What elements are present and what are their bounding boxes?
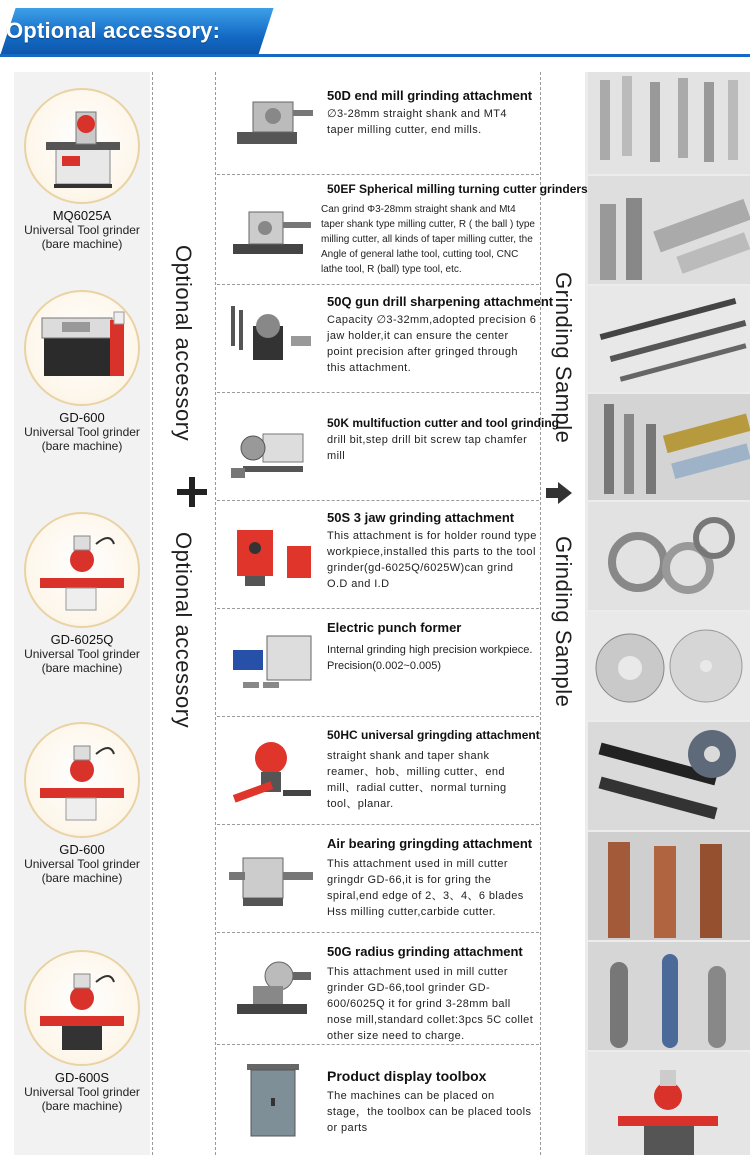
- divider-line: [215, 72, 216, 1155]
- machine-image: [24, 950, 140, 1066]
- accessory-description: This attachment used in mill cutter gringdr GD-66,it is for gring the spiral,end edge of 2、3、4、6 blades Hss milling cutter,carbide cutter.: [327, 858, 524, 918]
- sample-image-rings: [588, 502, 750, 610]
- machine-card: [14, 512, 150, 675]
- machine-image: [24, 88, 140, 204]
- accessory-title: 50K multifuction cutter and tool grinding: [327, 416, 559, 430]
- machine-name: GD-600: [59, 410, 105, 425]
- attachment-image: [223, 82, 321, 166]
- accessory-description: Internal grinding high precision workpiece. Precision(0.002~0.005): [327, 644, 533, 672]
- accessory-row: [217, 284, 554, 393]
- sample-image-ball-nose-mills: [588, 942, 750, 1050]
- accessory-row: [217, 608, 539, 717]
- machine-type: Universal Tool grinder: [24, 1085, 140, 1099]
- accessory-description: This attachment is for holder round type workpiece,installed this parts to the tool grinder(gd-6025Q/6025W)can grind O.D and I.D: [327, 530, 537, 590]
- accessory-row: [217, 716, 539, 825]
- machine-note: (bare machine): [41, 439, 123, 453]
- grinding-sample-label: Grinding Sample: [551, 272, 576, 444]
- attachment-image: [223, 836, 321, 920]
- machine-note: (bare machine): [41, 1099, 123, 1113]
- attachment-image: [223, 620, 321, 704]
- accessory-description: ∅3-28mm straight shank and MT4 taper milling cutter, end mills.: [327, 108, 507, 136]
- accessory-row: [217, 72, 539, 175]
- machine-image: [24, 290, 140, 406]
- arrow-right-icon: [546, 482, 574, 504]
- optional-accessory-label: Optional accessory: [171, 532, 196, 729]
- attachment-image: [223, 404, 321, 488]
- optional-accessory-label: Optional accessory: [171, 245, 196, 442]
- sample-image-discs: [588, 612, 750, 720]
- accessory-description: Capacity ∅3-32mm,adopted precision 6 jaw holder,it can ensure the center point precision after gringed through this attachment.: [327, 314, 537, 374]
- machine-image: [24, 512, 140, 628]
- accessory-row: [217, 500, 539, 609]
- machine-type: Universal Tool grinder: [24, 857, 140, 871]
- machine-card: [14, 88, 150, 251]
- accessory-title: 50HC universal gringding attachment: [327, 728, 540, 742]
- machine-name: GD-6025Q: [50, 632, 114, 647]
- accessory-title: 50G radius grinding attachment: [327, 944, 523, 959]
- sample-image-end-mills: [588, 72, 750, 174]
- accessory-description: The machines can be placed on stage，the toolbox can be placed tools or parts: [327, 1090, 532, 1134]
- sample-image-ball-cutters: [588, 176, 750, 284]
- accessory-title: 50EF Spherical milling turning cutter grinders: [327, 182, 588, 196]
- machine-card: [14, 722, 150, 885]
- divider-line: [152, 72, 153, 1155]
- accessory-row: [217, 1044, 539, 1154]
- accessory-title: 50S 3 jaw grinding attachment: [327, 510, 515, 525]
- banner-underline: [0, 54, 750, 57]
- accessory-row: [217, 392, 559, 501]
- attachment-image: [223, 728, 321, 812]
- attachment-image: [223, 1058, 321, 1142]
- attachment-image: [223, 188, 321, 272]
- accessory-title: 50D end mill grinding attachment: [327, 88, 533, 103]
- machine-note: (bare machine): [41, 871, 123, 885]
- plus-icon: [177, 477, 207, 507]
- grinding-sample-label: Grinding Sample: [551, 536, 576, 708]
- machine-note: (bare machine): [41, 237, 123, 251]
- accessory-description: straight shank and taper shank reamer、hob、milling cutter、end mill、radial cutter、normal turning tool、planar.: [327, 750, 507, 810]
- attachment-image: [223, 512, 321, 596]
- sample-image-lathe-tools: [588, 722, 750, 830]
- accessory-row: [217, 824, 539, 933]
- machine-card: [14, 290, 150, 453]
- machine-type: Universal Tool grinder: [24, 223, 140, 237]
- machine-card: [14, 950, 150, 1113]
- machine-name: GD-600S: [54, 1070, 110, 1085]
- sample-image-gun-drills: [588, 286, 750, 392]
- accessory-description: drill bit,step drill bit screw tap chamfer mill: [327, 434, 528, 462]
- sample-image-milling-cutters: [588, 832, 750, 940]
- accessory-title: Electric punch former: [327, 620, 462, 635]
- sample-image-drill-bits: [588, 394, 750, 500]
- header-banner: [0, 0, 750, 72]
- machine-type: Universal Tool grinder: [24, 647, 140, 661]
- banner-title: Optional accessory:: [6, 18, 221, 43]
- sample-image-machine: [588, 1052, 750, 1155]
- accessory-row: [217, 174, 588, 285]
- attachment-image: [223, 296, 321, 380]
- accessory-title: Product display toolbox: [327, 1068, 487, 1084]
- machine-name: GD-600: [59, 842, 105, 857]
- machine-note: (bare machine): [41, 661, 123, 675]
- machine-name: MQ6025A: [52, 208, 112, 223]
- accessory-description: Can grind Φ3-28mm straight shank and Mt4 taper shank type milling cutter, R ( the ball ) type milling cutter, all kinds of taper milling cutter, the Angle of general lathe tool, cutting tool, CNC lathe tool, R (ball) type tool, etc.: [321, 204, 535, 275]
- accessory-description: This attachment used in mill cutter grinder GD-66,tool grinder GD-600/6025Q it for grind 3-28mm ball nose mill,standard collet:3pcs 5C collet other size need to charge.: [327, 966, 534, 1042]
- divider-line: [540, 72, 541, 1155]
- machine-type: Universal Tool grinder: [24, 425, 140, 439]
- attachment-image: [223, 946, 321, 1030]
- machine-image: [24, 722, 140, 838]
- accessory-title: Air bearing gringding attachment: [327, 836, 533, 851]
- accessory-title: 50Q gun drill sharpening attachment: [327, 294, 554, 309]
- accessory-row: [217, 932, 539, 1045]
